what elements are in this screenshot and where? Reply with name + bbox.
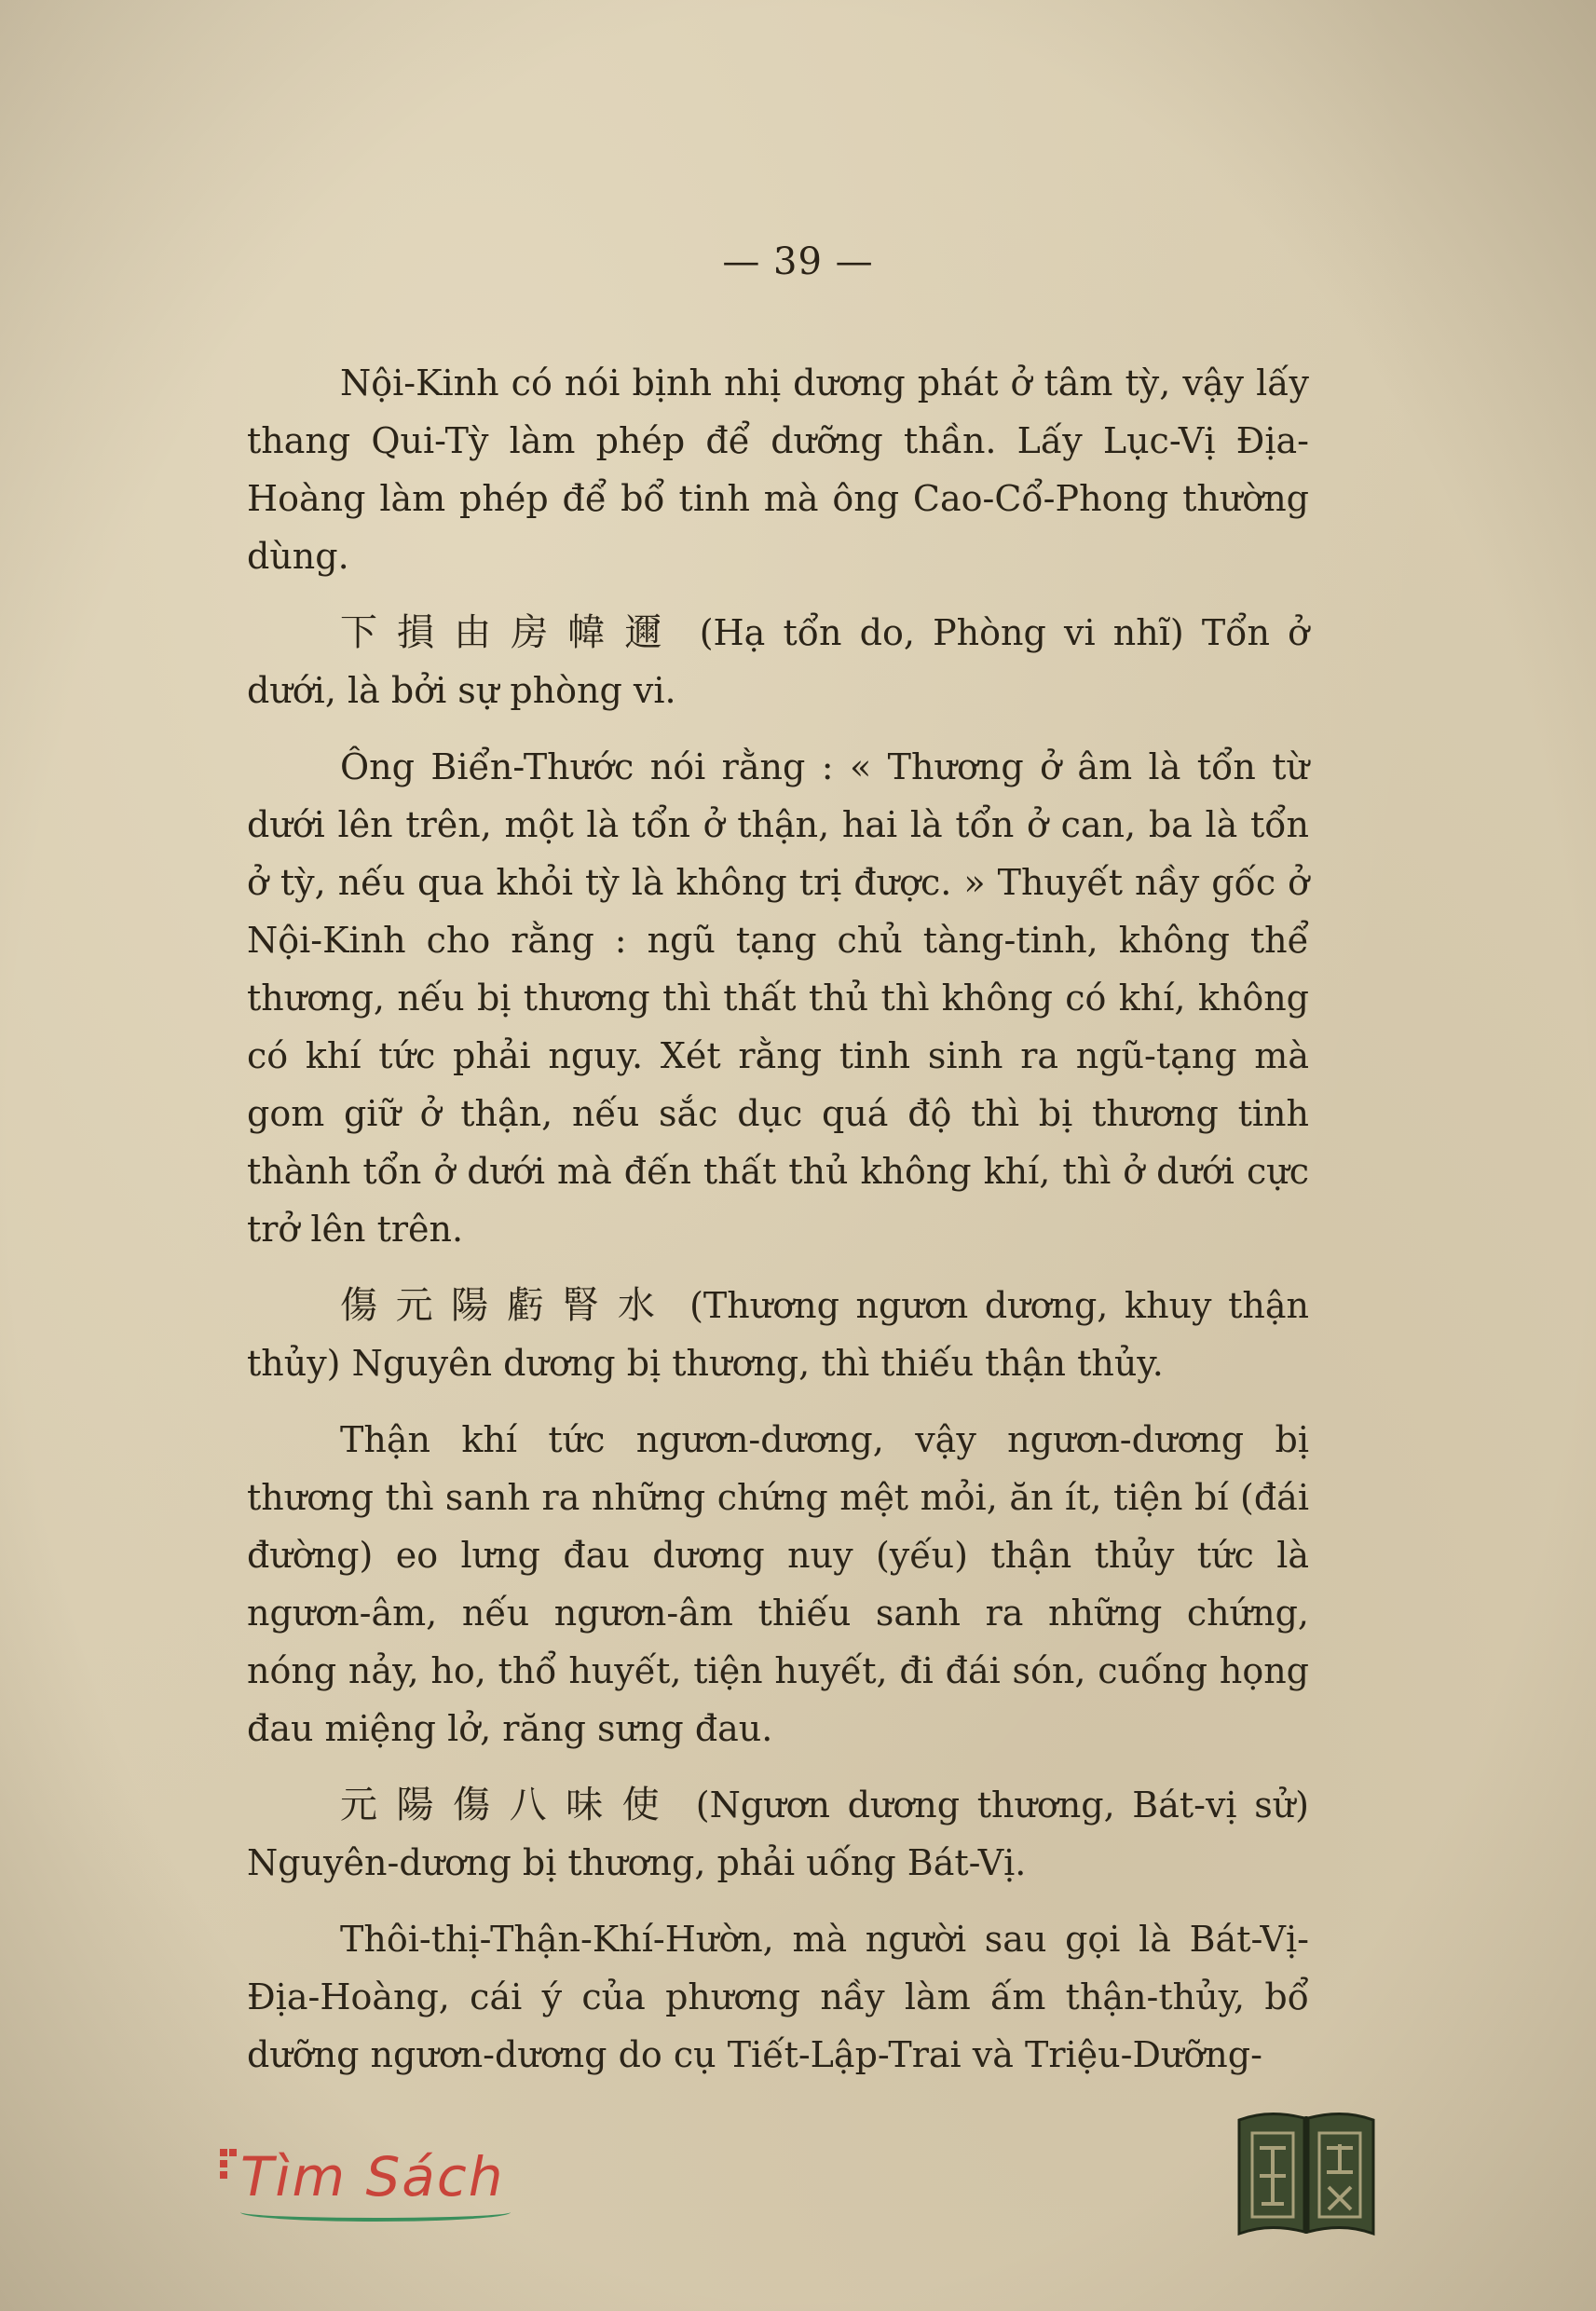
paragraph-2 bbox=[247, 604, 1309, 719]
book-seal-logo-icon bbox=[1232, 2101, 1381, 2241]
page-number: — 39 — bbox=[722, 240, 874, 283]
paragraph-5 bbox=[247, 1411, 1309, 1757]
paragraph-7 bbox=[247, 1910, 1309, 2084]
logo-wordmark: Tìm Sách bbox=[240, 2145, 505, 2208]
timsach-logo bbox=[220, 2143, 509, 2227]
paragraph-1-text: Nội-Kinh có nói bịnh nhị dương phát ở tâm tỳ, vậy lấy thang Qui-Tỳ làm phép để dưỡng thần. Lấy Lục-Vị Địa-Hoàng làm phép để bổ tinh mà ông Cao-Cổ-Phong thường dùng. bbox=[247, 362, 1309, 577]
paragraph-1 bbox=[247, 354, 1309, 585]
paragraph-2-text: (Hạ tổn do, Phòng vi nhĩ) Tổn ở dưới, là bởi sự phòng vi. bbox=[247, 612, 1310, 711]
logo-dots-icon bbox=[220, 2149, 242, 2181]
body-text bbox=[247, 354, 1309, 2102]
paragraph-2-han: 下損由房幃邇 bbox=[340, 611, 682, 654]
logo-swash bbox=[240, 2203, 511, 2222]
paragraph-7-text: Thôi-thị-Thận-Khí-Hườn, mà người sau gọi là Bát-Vị-Địa-Hoàng, cái ý của phương nầy làm ấm thận-thủy, bổ dưỡng ngươn-dương do cụ Tiết-Lập-Trai và Triệu-Dưỡng- bbox=[247, 1919, 1309, 2075]
paragraph-4-text: (Thương ngươn dương, khuy thận thủy) Nguyên dương bị thương, thì thiếu thận thủy. bbox=[247, 1285, 1310, 1384]
paragraph-5-text: Thận khí tức ngươn-dương, vậy ngươn-dương bị thương thì sanh ra những chứng mệt mỏi, ăn ít, tiện bí (đái đường) eo lưng đau dương nuy (yếu) thận thủy tức là ngươn-âm, nếu ngươn-âm thiếu sanh ra những chứng, nóng nảy, ho, thổ huyết, tiện huyết, đi đái són, cuống họng đau miệng lở, răng sưng đau. bbox=[247, 1419, 1309, 1749]
paragraph-4 bbox=[247, 1277, 1309, 1392]
paragraph-3-text: Ông Biển-Thước nói rằng : « Thương ở âm là tổn từ dưới lên trên, một là tổn ở thận, hai là tổn ở can, ba là tổn ở tỳ, nếu qua khỏi tỳ là không trị được. » Thuyết nầy gốc ở Nội-Kinh cho rằng : ngũ tạng chủ tàng-tinh, không thể thương, nếu bị thương thì thất thủ thì không có khí, không có khí tức phải nguy. Xét rằng tinh sinh ra ngũ-tạng mà gom giữ ở thận, nếu sắc dục quá độ thì bị thương tinh thành tổn ở dưới mà đến thất thủ không khí, thì ở dưới cực trở lên trên. bbox=[247, 746, 1309, 1250]
paragraph-4-han: 傷元陽虧腎水 bbox=[340, 1284, 674, 1327]
paragraph-6-text: (Ngươn dương thương, Bát-vị sử) Nguyên-dương bị thương, phải uống Bát-Vị. bbox=[247, 1785, 1309, 1883]
paragraph-3 bbox=[247, 738, 1309, 1258]
paragraph-6-han: 元陽傷八味使 bbox=[340, 1784, 679, 1826]
paragraph-6 bbox=[247, 1776, 1309, 1892]
